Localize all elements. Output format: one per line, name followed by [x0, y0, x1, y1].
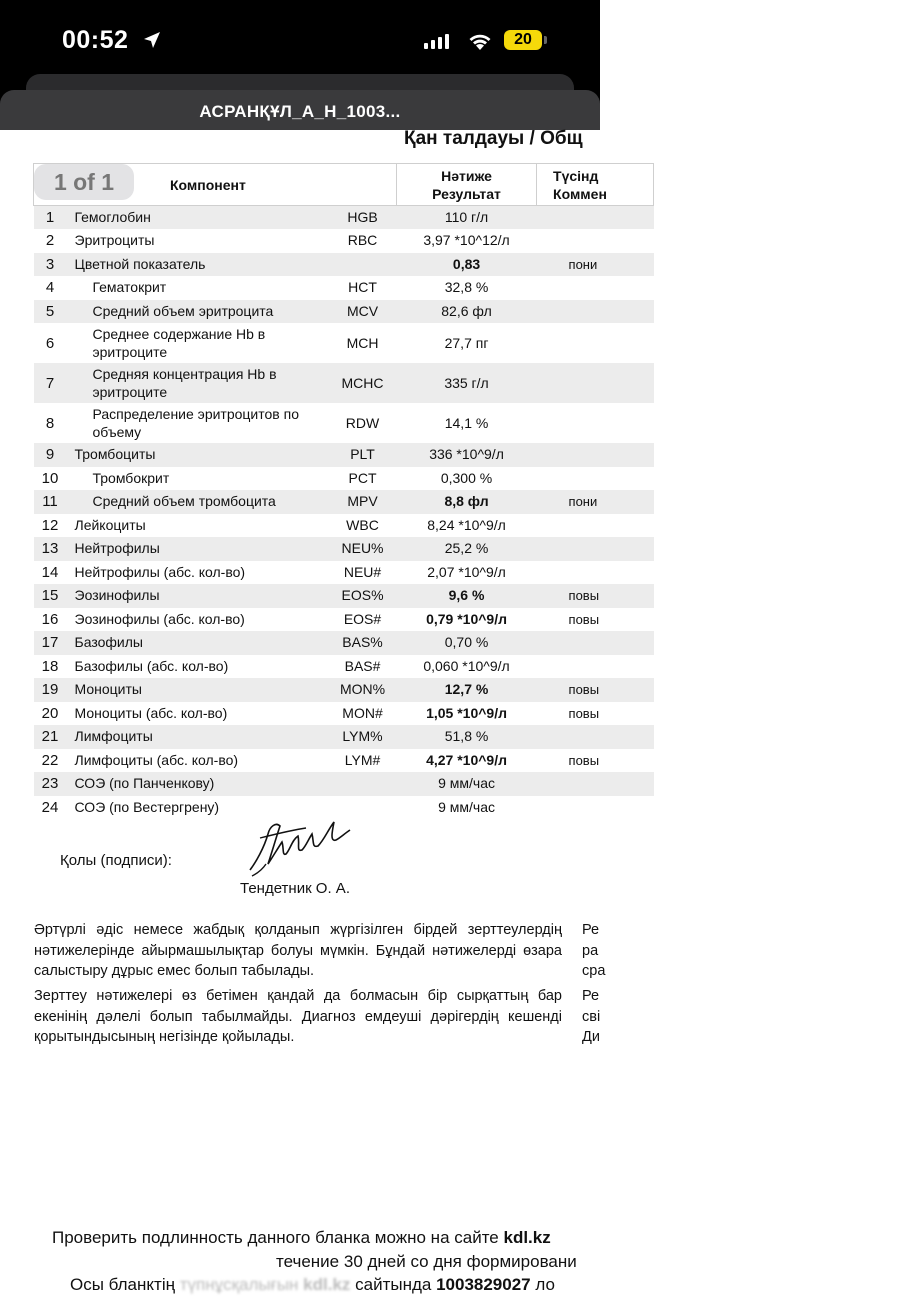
row-result-value: 2,07 *10^9/л: [427, 563, 506, 580]
row-number: 21: [34, 725, 67, 749]
row-comment: [537, 725, 654, 749]
row-result-value: 9,6 %: [397, 584, 537, 608]
row-result-value: 25,2 %: [397, 537, 537, 561]
row-comment: повы: [568, 752, 600, 768]
row-code: PCT: [348, 469, 377, 486]
row-code: WBC: [346, 516, 379, 533]
row-code: MCHC: [329, 363, 397, 403]
signature-label: Қолы (подписи):: [60, 852, 172, 869]
column-header-component: Компонент: [34, 164, 397, 206]
row-comment: повы: [537, 678, 654, 702]
row-number: 22: [41, 751, 59, 769]
row-code: BAS#: [344, 657, 381, 674]
row-result-value: 0,79 *10^9/л: [426, 610, 507, 627]
row-component-name: Тромбоциты: [67, 443, 329, 467]
document-title-bar: [0, 80, 600, 130]
row-code: [329, 253, 397, 277]
row-component-name: Средняя концентрация Hb в эритроците: [67, 363, 329, 403]
row-code: HCT: [348, 279, 377, 296]
footer-document-code: 1003829027: [436, 1275, 531, 1294]
row-result-value: 8,24 *10^9/л: [427, 516, 506, 533]
table-row: [34, 300, 654, 324]
row-result-value: 335 г/л: [397, 363, 537, 403]
row-component-name: Лимфоциты: [67, 725, 329, 749]
row-component-name: Нейтрофилы (абс. кол-во): [74, 563, 246, 580]
signature-image: [246, 818, 356, 878]
row-number: 2: [45, 232, 55, 250]
row-comment: [537, 655, 654, 679]
row-comment: [537, 796, 654, 820]
row-result-value: 8,8 фл: [397, 490, 537, 514]
disclaimer-paragraph-1: Әртүрлі әдіс немесе жабдық қолданып жүргізілген бірдей зерттеулердің нәтижелерінде айырмашылықтар болуы мүмкін. Бұндай нәтижелерді өзара салыстыру дұрыс емес болып табылады.: [34, 922, 562, 979]
row-result-value: 4,27 *10^9/л: [426, 751, 507, 768]
row-comment: пони: [537, 253, 654, 277]
row-comment: [537, 323, 654, 363]
row-result-value: 0,83: [397, 253, 537, 277]
results-table: [33, 163, 654, 819]
row-component-name: Лимфоциты (абс. кол-во): [74, 751, 239, 768]
row-code: MON#: [342, 704, 383, 721]
document-title[interactable]: АСРАНҚҰЛ_А_Н_1003...: [199, 102, 401, 121]
row-comment: [537, 229, 654, 253]
row-result-value: 51,8 %: [397, 725, 537, 749]
row-code: EOS%: [329, 584, 397, 608]
row-number: 19: [34, 678, 67, 702]
footer-validity-line: течение 30 дней со дня формировани: [276, 1252, 577, 1271]
cut-off-column-1: Ре ра сра: [582, 922, 606, 979]
row-comment: повы: [537, 584, 654, 608]
row-comment: [537, 537, 654, 561]
row-comment: [537, 514, 654, 538]
document-viewer[interactable]: [0, 128, 607, 1298]
row-component-name: Базофилы (абс. кол-во): [74, 657, 229, 674]
row-comment: повы: [568, 611, 600, 627]
battery-indicator: 20: [504, 30, 542, 50]
row-result-value: 3,97 *10^12/л: [423, 232, 510, 249]
row-code: NEU#: [343, 563, 382, 580]
table-row: [34, 749, 654, 773]
table-row: [34, 655, 654, 679]
row-comment: [537, 363, 654, 403]
row-component-name: Лейкоциты: [74, 516, 146, 533]
row-code: [329, 772, 397, 796]
table-row: [34, 206, 654, 230]
row-component-name: Моноциты: [67, 678, 329, 702]
row-number: 5: [34, 300, 67, 324]
row-result-value: 27,7 пг: [444, 334, 489, 351]
row-component-name: Распределение эритроцитов по объему: [92, 406, 299, 440]
document-heading: Қан талдауы / Общ: [404, 128, 583, 149]
row-number: 9: [34, 443, 67, 467]
table-row: [34, 631, 654, 655]
row-code: BAS%: [329, 631, 397, 655]
table-row: [34, 772, 654, 796]
row-number: 18: [41, 657, 59, 675]
row-number: 24: [41, 798, 59, 816]
row-number: 6: [45, 334, 55, 352]
row-component-name: Эозинофилы: [67, 584, 329, 608]
row-component-name: Базофилы: [67, 631, 329, 655]
row-code: MON%: [329, 678, 397, 702]
row-number: 11: [34, 490, 67, 514]
footer-kz-line: Осы бланктің түпнұсқалығын kdl.kz сайтында 1003829027 ло: [70, 1275, 555, 1294]
row-result-value: 110 г/л: [397, 206, 537, 230]
cellular-signal-icon: [424, 33, 449, 49]
row-comment: [537, 206, 654, 230]
row-component-name: Среднее содержание Hb в эритроците: [92, 326, 266, 360]
disclaimer-paragraph-2: Зерттеу нәтижелері өз бетімен қандай да болмасын бір сырқаттың бар екенінің дәлелі болып табылмайды. Диагноз емдеуші дәрігердің кешенді қорытындысының негізінде қойылады.: [34, 988, 562, 1045]
row-number: 4: [45, 279, 55, 297]
table-row: [34, 514, 654, 538]
row-component-name: Моноциты (абс. кол-во): [74, 704, 228, 721]
table-row: [34, 608, 654, 632]
table-row: [34, 229, 654, 253]
row-result-value: 12,7 %: [397, 678, 537, 702]
table-row: [34, 467, 654, 491]
row-result-value: 0,300 %: [440, 469, 493, 486]
row-number: 16: [41, 610, 59, 628]
row-result-value: 14,1 %: [444, 414, 489, 431]
row-number: 17: [34, 631, 67, 655]
row-result-value: 9 мм/час: [438, 798, 495, 815]
row-component-name: СОЭ (по Панченкову): [67, 772, 329, 796]
row-component-name: Гематокрит: [92, 279, 167, 296]
row-comment: [537, 772, 654, 796]
wifi-icon: [466, 30, 494, 52]
row-number: 10: [41, 469, 59, 487]
row-code: RBC: [347, 232, 378, 249]
row-result-value: 32,8 %: [444, 279, 489, 296]
signatory-name: Тендетник О. А.: [240, 880, 350, 897]
table-row: [34, 363, 654, 403]
table-row: [34, 561, 654, 585]
row-comment: [537, 300, 654, 324]
row-code: MCV: [329, 300, 397, 324]
location-arrow-icon: [142, 30, 162, 50]
status-bar: [0, 0, 600, 80]
row-code: LYM%: [329, 725, 397, 749]
row-component-name: Эритроциты: [74, 232, 155, 249]
row-code: MPV: [329, 490, 397, 514]
row-code: MCH: [346, 334, 379, 351]
table-row: [34, 403, 654, 443]
row-number: 14: [41, 563, 59, 581]
cut-off-column-2: Ре сві Ди: [582, 988, 601, 1045]
table-row: [34, 725, 654, 749]
row-number: 13: [34, 537, 67, 561]
row-result-value: 0,70 %: [397, 631, 537, 655]
row-number: 7: [34, 363, 67, 403]
table-row: [34, 584, 654, 608]
row-comment: [537, 561, 654, 585]
row-comment: пони: [537, 490, 654, 514]
row-code: HGB: [329, 206, 397, 230]
table-row: [34, 323, 654, 363]
row-result-value: 0,060 *10^9/л: [423, 657, 510, 674]
table-row: [34, 796, 654, 820]
row-number: 20: [41, 704, 59, 722]
row-comment: [537, 276, 654, 300]
table-row: [34, 702, 654, 726]
page-indicator: 1 of 1: [34, 164, 134, 200]
row-code: [329, 796, 397, 820]
footer-verify-line: Проверить подлинность данного бланка можно на сайте kdl.kz: [52, 1228, 551, 1247]
row-component-name: Эозинофилы (абс. кол-во): [74, 610, 245, 627]
row-result-value: 82,6 фл: [397, 300, 537, 324]
row-result-value: 336 *10^9/л: [397, 443, 537, 467]
row-number: 3: [34, 253, 67, 277]
row-result-value: 9 мм/час: [397, 772, 537, 796]
row-number: 8: [45, 414, 55, 432]
row-component-name: Средний объем эритроцита: [67, 300, 329, 324]
row-component-name: Цветной показатель: [67, 253, 329, 277]
table-row: [34, 678, 654, 702]
row-component-name: СОЭ (по Вестергрену): [74, 798, 220, 815]
battery-tip: [544, 36, 547, 44]
row-code: LYM#: [344, 751, 381, 768]
table-row: [34, 537, 654, 561]
row-code: RDW: [345, 414, 380, 431]
row-number: 1: [34, 206, 67, 230]
row-comment: [537, 631, 654, 655]
footer-site-link[interactable]: kdl.kz: [503, 1228, 551, 1247]
row-component-name: Средний объем тромбоцита: [67, 490, 329, 514]
row-code: NEU%: [329, 537, 397, 561]
row-component-name: Гемоглобин: [67, 206, 329, 230]
row-component-name: Тромбокрит: [92, 469, 170, 486]
row-number: 23: [34, 772, 67, 796]
status-time: 00:52: [62, 26, 129, 54]
table-row: [34, 490, 654, 514]
table-row: [34, 443, 654, 467]
table-row: [34, 276, 654, 300]
row-comment: повы: [568, 705, 600, 721]
row-component-name: Нейтрофилы: [67, 537, 329, 561]
row-comment: [537, 403, 654, 443]
column-header-result: Нәтиже Результат: [397, 164, 537, 206]
table-row: [34, 253, 654, 277]
row-result-value: 1,05 *10^9/л: [426, 704, 507, 721]
column-header-comment: Түсінд Коммен: [537, 164, 654, 206]
row-code: EOS#: [343, 610, 382, 627]
row-comment: [537, 443, 654, 467]
row-number: 12: [41, 516, 59, 534]
row-comment: [537, 467, 654, 491]
row-number: 15: [34, 584, 67, 608]
row-code: PLT: [329, 443, 397, 467]
